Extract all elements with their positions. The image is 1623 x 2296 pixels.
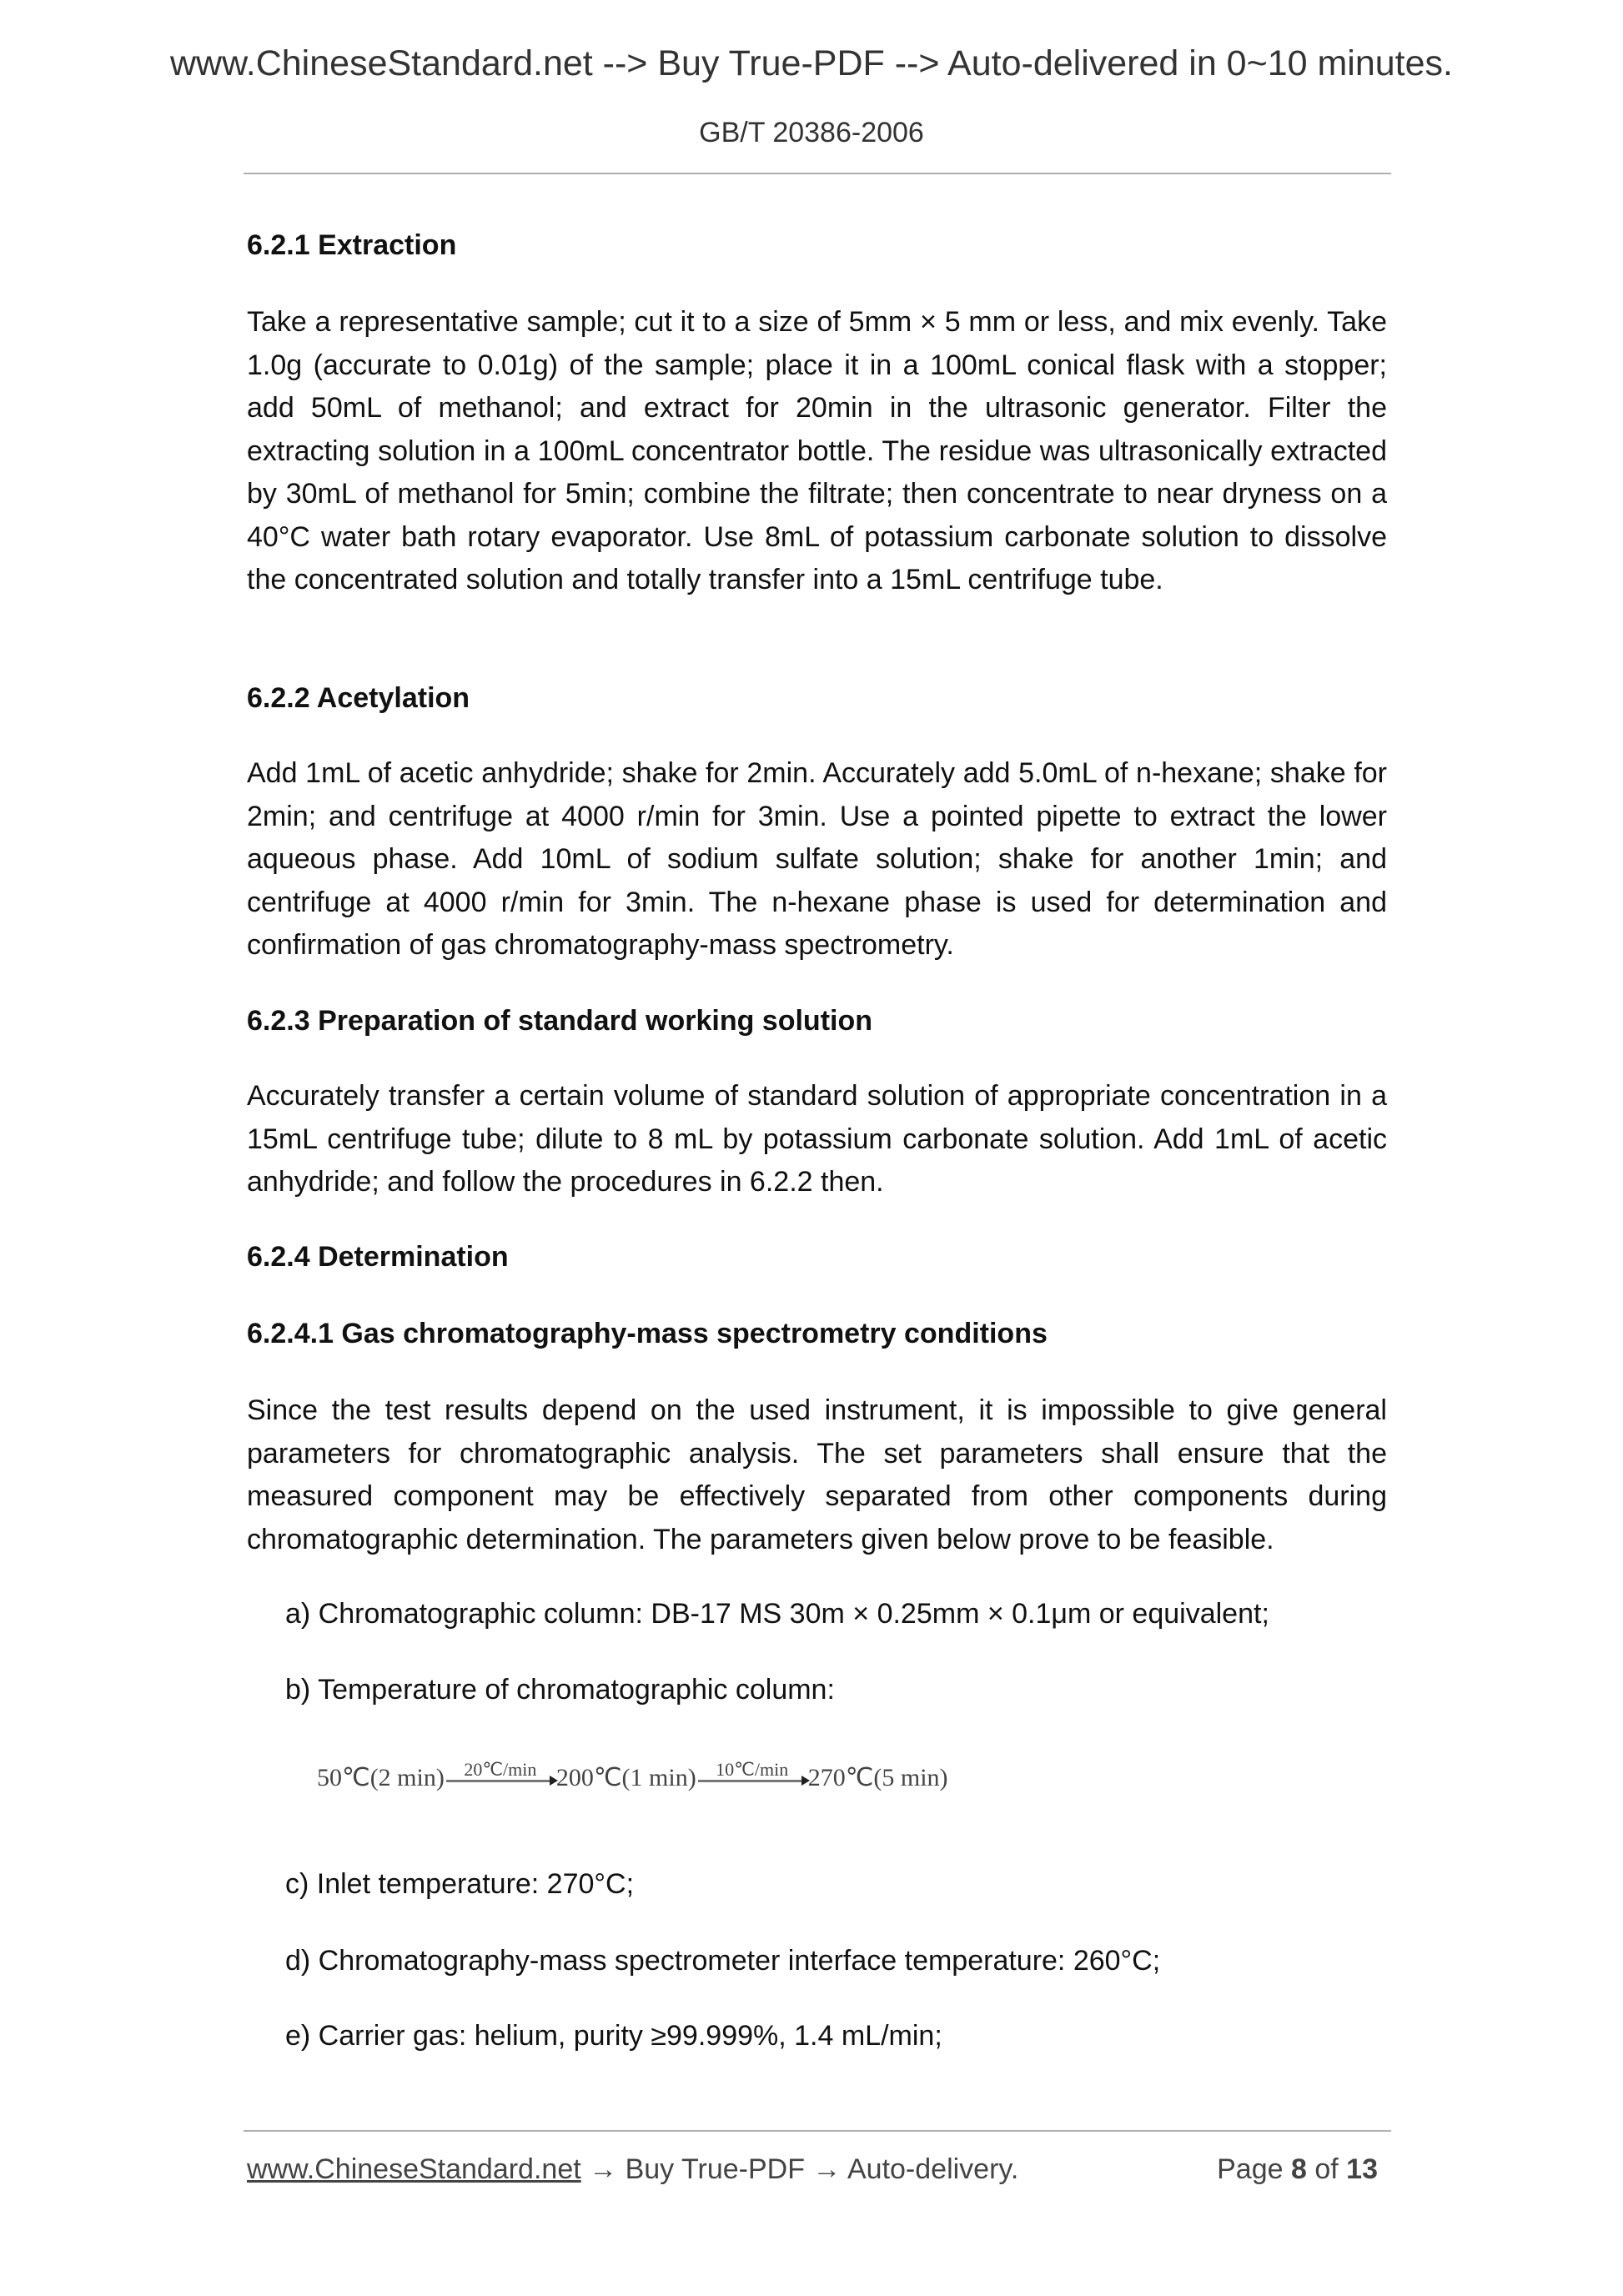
page-number: Page 8 of 13 bbox=[1217, 2153, 1378, 2185]
heading-6-2-3: 6.2.3 Preparation of standard working solution bbox=[247, 1005, 873, 1037]
arrow-icon bbox=[698, 1780, 806, 1782]
program-step-1: 50℃(2 min) bbox=[317, 1764, 445, 1791]
footer-text: → Buy True-PDF → Auto-delivery. bbox=[580, 2153, 1019, 2185]
paragraph-gcms-conditions: Since the test results depend on the used instrument, it is impossible to give general parameters for chromatographic analysis. The set parameters shall ensure that the measured component may be effectively separated from other components during chromatographic determination. The parameters given below prove to be feasible. bbox=[247, 1394, 1387, 1555]
list-item-b: b) Temperature of chromatographic column: bbox=[285, 1674, 835, 1706]
document-id: GB/T 20386-2006 bbox=[699, 117, 924, 148]
header-divider bbox=[244, 173, 1391, 174]
paragraph-acetylation: Add 1mL of acetic anhydride; shake for 2min. Accurately add 5.0mL of n-hexane; shake for 2min; and centrifuge at 4000 r/min for 3min. Use a pointed pipette to extract the lower aqueous phase. Add 10mL of sodium sulfate solution; shake for another 1min; and centrifuge at 4000 r/min for 3min. The n-hexane phase is used for determination and confirmation of gas chromatography-mass spectrometry. bbox=[247, 757, 1387, 961]
heading-6-2-4: 6.2.4 Determination bbox=[247, 1241, 509, 1273]
ramp-arrow-1 bbox=[446, 1760, 555, 1792]
heading-6-2-1: 6.2.1 Extraction bbox=[247, 229, 457, 261]
footer-divider bbox=[244, 2130, 1391, 2132]
program-step-3: 270℃(5 min) bbox=[807, 1764, 948, 1791]
heading-6-2-2: 6.2.2 Acetylation bbox=[247, 682, 470, 714]
list-item-a: a) Chromatographic column: DB-17 MS 30m × 0.25mm × 0.1μm or equivalent; bbox=[285, 1598, 1269, 1630]
paragraph-extraction: Take a representative sample; cut it to a size of 5mm × 5 mm or less, and mix evenly. Take 1.0g (accurate to 0.01g) of the sample; place it in a 100mL conical flask with a stopper; add 50mL of methanol; and extract for 20min in the ultrasonic generator. Filter the extracting solution in a 100mL concentrator bottle. The residue was ultrasonically extracted by 30mL of methanol for 5min; combine the filtrate; then concentrate to near dryness on a 40°C water bath rotary evaporator. Use 8mL of potassium carbonate solution to dissolve the concentrated solution and totally transfer into a 15mL centrifuge tube. bbox=[247, 306, 1387, 595]
paragraph-standard-solution: Accurately transfer a certain volume of standard solution of appropriate concentration in a 15mL centrifuge tube; dilute to 8 mL by potassium carbonate solution. Add 1mL of acetic anhydride; and follow the procedures in 6.2.2 then. bbox=[247, 1080, 1387, 1198]
ramp-arrow-2 bbox=[698, 1760, 806, 1792]
program-step-2: 200℃(1 min) bbox=[555, 1764, 696, 1791]
footer bbox=[247, 2153, 1378, 2186]
list-item-c: c) Inlet temperature: 270°C; bbox=[285, 1868, 635, 1900]
ramp-rate-2: 10℃/min bbox=[716, 1759, 789, 1780]
header-banner: www.ChineseStandard.net --> Buy True-PDF --> Auto-delivered in 0~10 minutes. bbox=[169, 43, 1453, 83]
arrow-icon bbox=[446, 1780, 555, 1782]
temperature-program bbox=[317, 1760, 948, 1792]
list-item-d: d) Chromatography-mass spectrometer interface temperature: 260°C; bbox=[285, 1945, 1161, 1977]
footer-link[interactable]: www.ChineseStandard.net bbox=[247, 2153, 581, 2185]
ramp-rate-1: 20℃/min bbox=[464, 1759, 537, 1780]
list-item-e: e) Carrier gas: helium, purity ≥99.999%, 1.4 mL/min; bbox=[285, 2020, 942, 2052]
heading-6-2-4-1: 6.2.4.1 Gas chromatography-mass spectrometry conditions bbox=[247, 1318, 1048, 1349]
